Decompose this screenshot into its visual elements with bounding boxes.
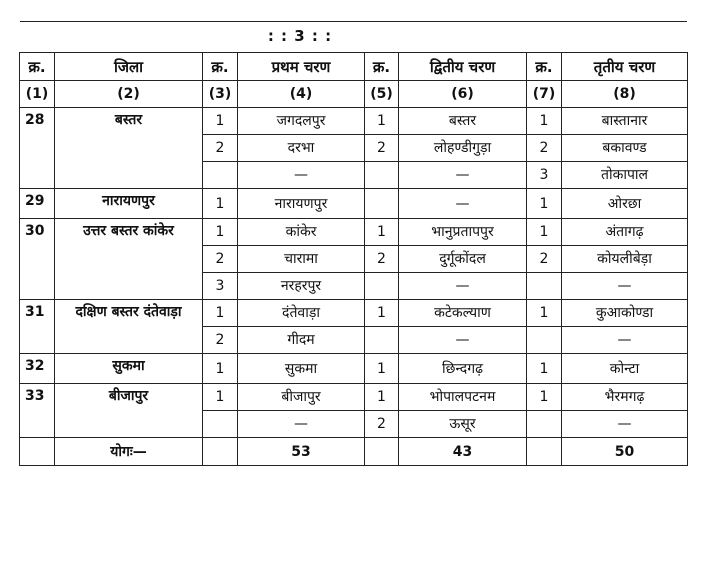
phase1-serial-cell: 2 <box>203 327 238 354</box>
phase2-serial-cell: 2 <box>365 246 399 273</box>
header-cell: तृतीय चरण <box>562 53 688 81</box>
total-label-cell: योगः— <box>55 438 203 466</box>
phase2-serial-cell <box>365 327 399 354</box>
phase2-serial-cell: 1 <box>365 300 399 327</box>
district-name-cell: नारायणपुर <box>55 189 203 219</box>
district-serial-cell: 31 <box>20 300 55 354</box>
phase2-block-cell: — <box>399 189 527 219</box>
phase2-block-cell: भोपालपटनम <box>399 384 527 411</box>
phase2-block-cell: ऊसूर <box>399 411 527 438</box>
page-number: : : 3 : : <box>267 27 333 45</box>
phase3-block-cell: ओरछा <box>562 189 688 219</box>
phase1-block-cell: — <box>238 411 365 438</box>
phase1-serial-cell: 1 <box>203 219 238 246</box>
phase1-serial-cell <box>203 162 238 189</box>
phase2-block-cell: — <box>399 162 527 189</box>
phase3-block-cell: अंतागढ़ <box>562 219 688 246</box>
total-empty-cell <box>365 438 399 466</box>
phase3-block-cell: कोन्टा <box>562 354 688 384</box>
phase1-block-cell: सुकमा <box>238 354 365 384</box>
header-cell: क्र. <box>365 53 399 81</box>
district-name-cell: दक्षिण बस्तर दंतेवाड़ा <box>55 300 203 354</box>
column-number-cell: (4) <box>238 81 365 108</box>
phase2-serial-cell: 1 <box>365 354 399 384</box>
column-number-cell: (7) <box>527 81 562 108</box>
header-cell: क्र. <box>20 53 55 81</box>
table-body <box>20 53 688 466</box>
phase1-block-cell: — <box>238 162 365 189</box>
district-row <box>20 300 688 327</box>
district-row <box>20 219 688 246</box>
district-serial-cell: 32 <box>20 354 55 384</box>
district-row <box>20 354 688 384</box>
header-row <box>20 53 688 81</box>
phase3-block-cell: बकावण्ड <box>562 135 688 162</box>
phase3-block-cell: — <box>562 411 688 438</box>
phase3-block-cell: — <box>562 327 688 354</box>
district-name-cell: उत्तर बस्तर कांकेर <box>55 219 203 300</box>
phase1-serial-cell: 1 <box>203 384 238 411</box>
phase3-serial-cell: 3 <box>527 162 562 189</box>
total-empty-cell <box>203 438 238 466</box>
district-row <box>20 384 688 411</box>
district-name-cell: बस्तर <box>55 108 203 189</box>
phase2-block-cell: बस्तर <box>399 108 527 135</box>
phase2-serial-cell: 2 <box>365 411 399 438</box>
header-cell: क्र. <box>527 53 562 81</box>
phase2-serial-cell <box>365 162 399 189</box>
header-cell: क्र. <box>203 53 238 81</box>
phase2-block-cell: लोहण्डीगुड़ा <box>399 135 527 162</box>
phase3-serial-cell <box>527 327 562 354</box>
phase-table <box>19 52 688 466</box>
phase2-serial-cell: 1 <box>365 384 399 411</box>
phase2-serial-cell: 1 <box>365 108 399 135</box>
phase2-block-cell: कटेकल्याण <box>399 300 527 327</box>
phase3-serial-cell <box>527 273 562 300</box>
district-row <box>20 108 688 135</box>
column-number-cell: (3) <box>203 81 238 108</box>
phase1-block-cell: नरहरपुर <box>238 273 365 300</box>
phase2-block-cell: छिन्दगढ़ <box>399 354 527 384</box>
total-phase3-cell: 50 <box>562 438 688 466</box>
column-number-cell: (2) <box>55 81 203 108</box>
header-cell: जिला <box>55 53 203 81</box>
phase2-serial-cell <box>365 273 399 300</box>
column-number-cell: (8) <box>562 81 688 108</box>
phase1-block-cell: बीजापुर <box>238 384 365 411</box>
phase2-serial-cell: 2 <box>365 135 399 162</box>
phase1-block-cell: चारामा <box>238 246 365 273</box>
phase1-block-cell: नारायणपुर <box>238 189 365 219</box>
phase1-serial-cell: 1 <box>203 189 238 219</box>
phase3-serial-cell: 1 <box>527 354 562 384</box>
phase2-serial-cell: 1 <box>365 219 399 246</box>
district-serial-cell: 33 <box>20 384 55 438</box>
column-number-cell: (5) <box>365 81 399 108</box>
phase1-block-cell: दंतेवाड़ा <box>238 300 365 327</box>
phase2-block-cell: — <box>399 327 527 354</box>
phase3-block-cell: तोकापाल <box>562 162 688 189</box>
district-serial-cell: 29 <box>20 189 55 219</box>
district-serial-cell: 28 <box>20 108 55 189</box>
phase3-block-cell: बास्तानार <box>562 108 688 135</box>
phase3-serial-cell: 2 <box>527 246 562 273</box>
district-serial-cell: 30 <box>20 219 55 300</box>
phase1-block-cell: जगदलपुर <box>238 108 365 135</box>
phase2-block-cell: दुर्गूकोंदल <box>399 246 527 273</box>
column-number-row <box>20 81 688 108</box>
phase1-serial-cell: 3 <box>203 273 238 300</box>
phase2-block-cell: — <box>399 273 527 300</box>
phase3-serial-cell: 1 <box>527 189 562 219</box>
phase1-block-cell: गीदम <box>238 327 365 354</box>
phase3-block-cell: कोयलीबेड़ा <box>562 246 688 273</box>
total-empty-cell <box>20 438 55 466</box>
phase1-serial-cell: 1 <box>203 108 238 135</box>
phase1-block-cell: कांकेर <box>238 219 365 246</box>
district-name-cell: सुकमा <box>55 354 203 384</box>
phase1-serial-cell: 2 <box>203 246 238 273</box>
phase1-serial-cell: 2 <box>203 135 238 162</box>
total-empty-cell <box>527 438 562 466</box>
district-name-cell: बीजापुर <box>55 384 203 438</box>
phase1-block-cell: दरभा <box>238 135 365 162</box>
total-phase2-cell: 43 <box>399 438 527 466</box>
phase3-serial-cell: 1 <box>527 300 562 327</box>
top-rule <box>20 21 687 22</box>
phase2-serial-cell <box>365 189 399 219</box>
phase3-block-cell: — <box>562 273 688 300</box>
column-number-cell: (6) <box>399 81 527 108</box>
phase1-serial-cell <box>203 411 238 438</box>
phase3-serial-cell: 1 <box>527 219 562 246</box>
header-cell: प्रथम चरण <box>238 53 365 81</box>
column-number-cell: (1) <box>20 81 55 108</box>
phase3-block-cell: कुआकोण्डा <box>562 300 688 327</box>
phase3-serial-cell <box>527 411 562 438</box>
total-row <box>20 438 688 466</box>
district-row <box>20 189 688 219</box>
phase1-serial-cell: 1 <box>203 354 238 384</box>
phase3-serial-cell: 1 <box>527 108 562 135</box>
phase2-block-cell: भानुप्रतापपुर <box>399 219 527 246</box>
header-cell: द्वितीय चरण <box>399 53 527 81</box>
phase3-block-cell: भैरमगढ़ <box>562 384 688 411</box>
phase3-serial-cell: 2 <box>527 135 562 162</box>
total-phase1-cell: 53 <box>238 438 365 466</box>
phase1-serial-cell: 1 <box>203 300 238 327</box>
phase3-serial-cell: 1 <box>527 384 562 411</box>
